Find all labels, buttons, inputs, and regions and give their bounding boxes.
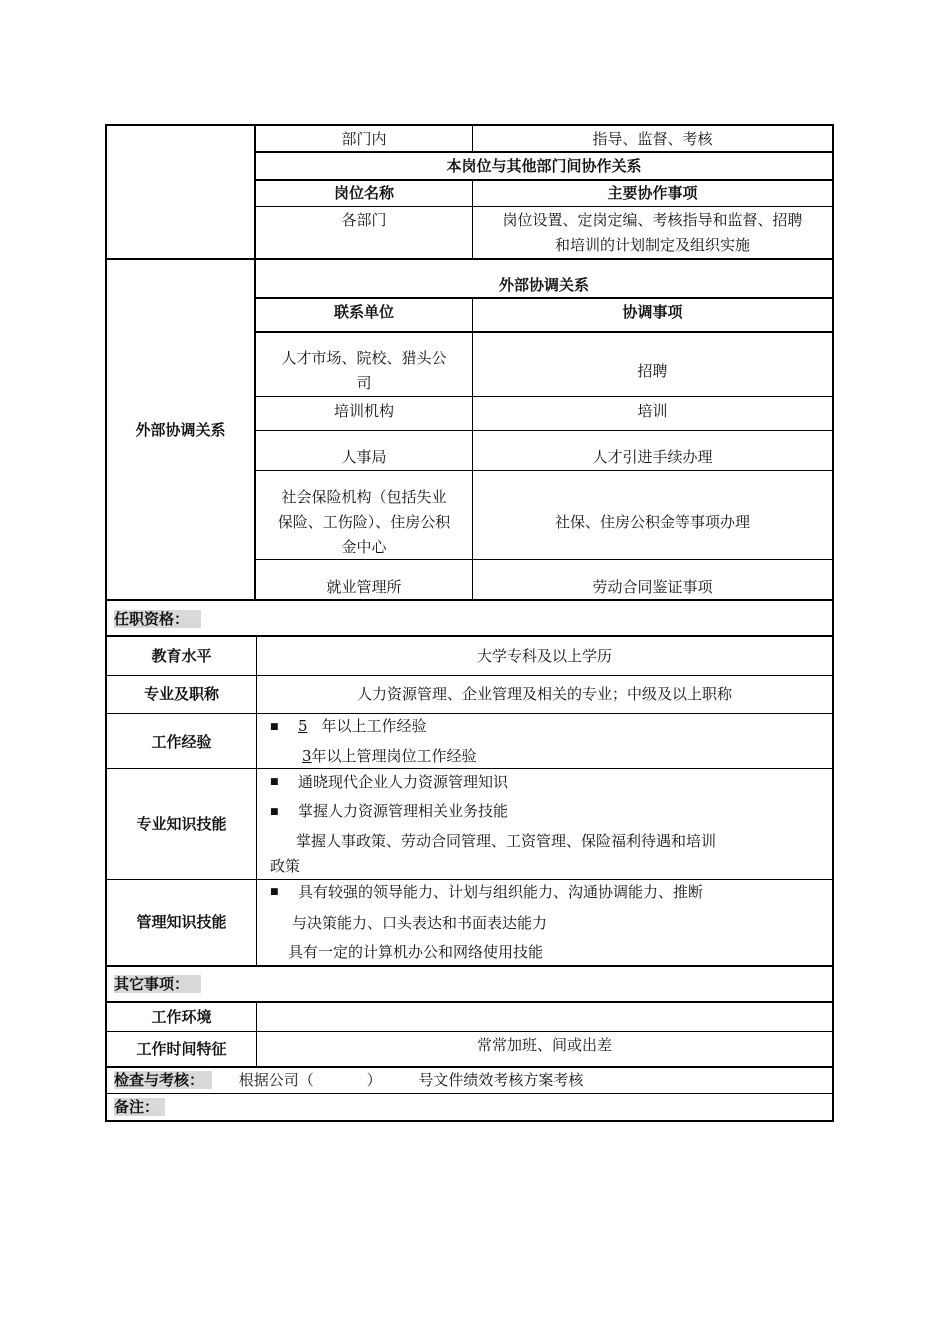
experience-years-1: 5: [298, 717, 308, 735]
remark-label: 备注：: [114, 1098, 165, 1116]
check-text-3: 号文件绩效考核方案考核: [418, 1071, 584, 1089]
external-row4-right: 社保、住房公积金等事项办理: [554, 513, 750, 531]
remark-row: [114, 1095, 165, 1120]
external-row1-left-line2: 司: [356, 374, 372, 392]
mgmt-line2: 与决策能力、口头表达和书面表达能力: [292, 914, 548, 932]
external-header-right: 协调事项: [622, 303, 683, 321]
check-text-2: ）: [366, 1071, 382, 1089]
table-border-right: [832, 124, 834, 1122]
divider: [105, 635, 834, 637]
external-row5-right: 劳动合同鉴证事项: [592, 578, 713, 596]
divider: [254, 470, 834, 471]
divider: [105, 1093, 834, 1094]
qualifications-title-text: 任职资格：: [114, 610, 201, 628]
bullet-icon: ■: [270, 807, 279, 817]
qualifications-title: [114, 607, 201, 632]
experience-years-2: 3: [302, 747, 312, 765]
divider: [254, 430, 834, 431]
env-label: 工作环境: [151, 1008, 212, 1026]
external-row2-left: 培训机构: [333, 402, 394, 420]
external-row3-right: 人才引进手续办理: [592, 448, 713, 466]
external-row4-left-line2: 保险、工伤险）、住房公积: [277, 513, 451, 531]
skills-label: 专业知识技能: [136, 815, 227, 833]
external-header-left: 联系单位: [333, 303, 394, 321]
skills-line2: 掌握人力资源管理相关业务技能: [298, 802, 509, 820]
external-row4-left-line1: 社会保险机构（包括失业: [281, 488, 447, 506]
divider: [105, 965, 834, 967]
divider: [254, 396, 834, 397]
experience-label: 工作经验: [151, 733, 212, 751]
check-text-1: 根据公司（: [238, 1071, 314, 1089]
table-border-bottom: [105, 1120, 834, 1122]
internal-row2-left: 各部门: [341, 211, 387, 229]
external-row1-left-line1: 人才市场、院校、猎头公: [281, 349, 447, 367]
bullet-icon: ■: [270, 777, 279, 787]
major-label: 专业及职称: [143, 685, 219, 703]
external-section-title: 外部协调关系: [498, 276, 589, 294]
mgmt-label: 管理知识技能: [136, 913, 227, 931]
time-value: 常常加班、间或出差: [476, 1036, 612, 1054]
divider: [254, 331, 834, 333]
internal-row1-left: 部门内: [341, 130, 387, 148]
external-row3-left: 人事局: [341, 448, 387, 466]
education-value: 大学专科及以上学历: [476, 647, 612, 665]
skills-line4: 政策: [270, 857, 301, 875]
internal-header-left: 岗位名称: [333, 184, 394, 202]
other-title: [114, 972, 201, 997]
bullet-icon: ■: [270, 722, 279, 732]
internal-row2-right-line2: 和培训的计划制定及组织实施: [554, 236, 750, 254]
major-value: 人力资源管理、企业管理及相关的专业；中级及以上职称: [356, 685, 732, 703]
education-label: 教育水平: [151, 647, 212, 665]
external-side-label: 外部协调关系: [135, 421, 226, 439]
skills-line3: 掌握人事政策、劳动合同管理、工资管理、保险福利待遇和培训: [296, 832, 717, 850]
divider: [105, 258, 834, 260]
experience-line2: [300, 744, 477, 769]
mgmt-line3: 具有一定的计算机办公和网络使用技能: [288, 943, 544, 961]
external-row2-right: 培训: [637, 402, 668, 420]
divider: [105, 1001, 834, 1003]
check-label: 检查与考核：: [114, 1071, 212, 1089]
bullet-icon: ■: [270, 887, 279, 897]
table-border-top: [105, 124, 834, 126]
external-row5-left: 就业管理所: [326, 578, 402, 596]
experience-text-1: 年以上工作经验: [321, 717, 427, 735]
internal-row2-right-line1: 岗位设置、定岗定编、考核指导和监督、招聘: [502, 211, 803, 229]
table-border-left: [105, 124, 107, 1122]
divider: [254, 206, 834, 207]
mgmt-line1: 具有较强的领导能力、计划与组织能力、沟通协调能力、推断: [298, 883, 704, 901]
time-label: 工作时间特征: [136, 1040, 227, 1058]
external-row1-right: 招聘: [637, 362, 668, 380]
divider: [105, 1031, 834, 1032]
experience-text-2: 年以上管理岗位工作经验: [311, 747, 477, 765]
skills-line1: 通晓现代企业人力资源管理知识: [298, 773, 509, 791]
check-row: [114, 1068, 583, 1093]
divider: [105, 713, 834, 714]
divider: [105, 675, 834, 676]
internal-header-right: 主要协作事项: [607, 184, 698, 202]
external-row4-left-line3: 金中心: [341, 538, 387, 556]
other-title-text: 其它事项：: [114, 975, 201, 993]
internal-row1-right: 指导、监督、考核: [592, 130, 713, 148]
experience-line1: [298, 714, 427, 739]
internal-section-title: 本岗位与其他部门间协作关系: [446, 157, 642, 175]
